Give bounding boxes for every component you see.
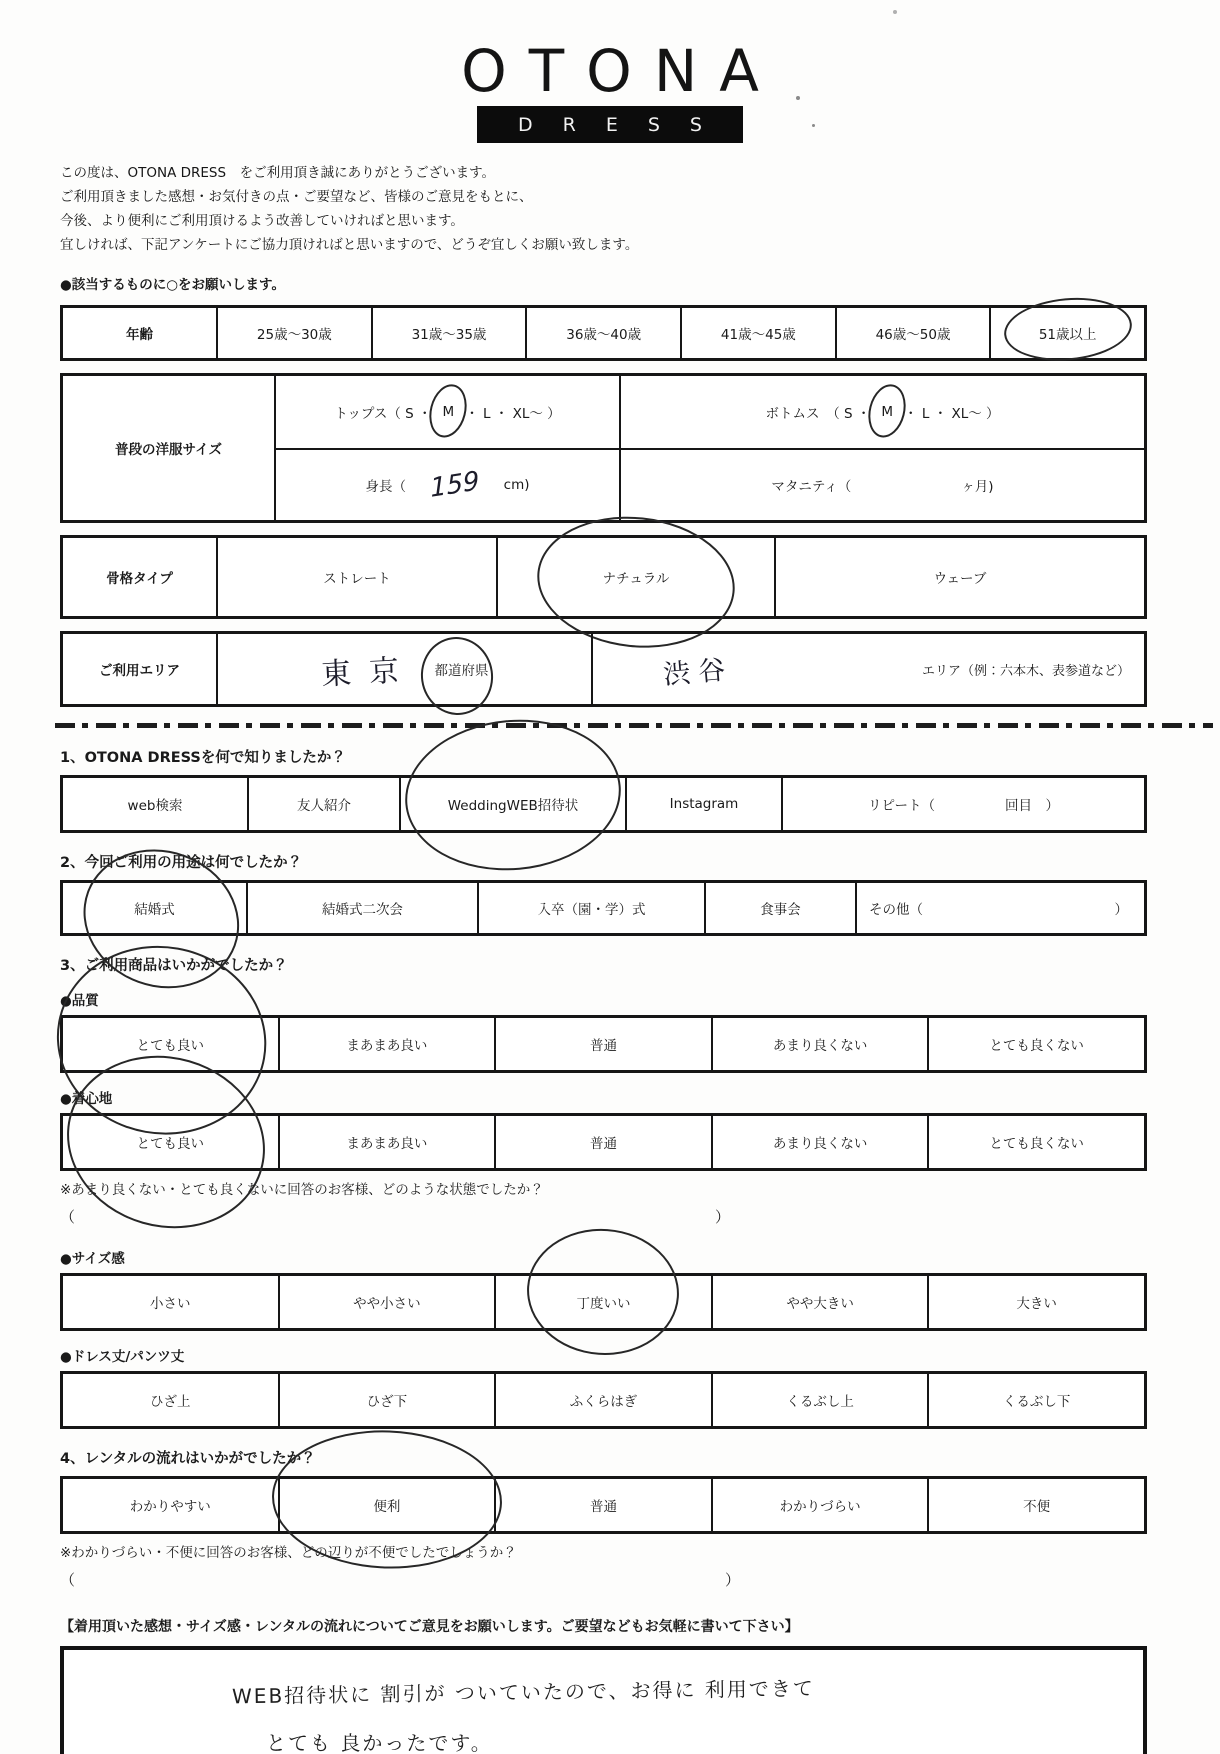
sizefeel-option-label: 丁度いい: [576, 1296, 631, 1312]
quality-table: [60, 1015, 1147, 1073]
sizefeel-option-4: やや大きい: [713, 1276, 930, 1328]
maternity-cell: [621, 450, 1144, 520]
age-option-4: 41歳～45歳: [682, 308, 837, 358]
q4-option-benri-selected: [280, 1479, 497, 1531]
sizefeel-option-1: 小さい: [63, 1276, 280, 1328]
q1-heading: 1、OTONA DRESSを何で知りましたか？: [60, 750, 346, 766]
sizefeel-option-2: やや小さい: [280, 1276, 497, 1328]
quality-option-5: とても良くない: [989, 1038, 1084, 1054]
size-feel-label: ●サイズ感: [60, 1251, 125, 1267]
scan-speck: [812, 124, 815, 127]
bottoms-suffix: ・ L ・ XL～ ）: [904, 406, 1000, 422]
q1-repeat-prefix: リピート（: [868, 798, 935, 814]
q1-option-label: WeddingWEB招待状: [447, 798, 579, 814]
length-option-2: ひざ下: [280, 1374, 497, 1426]
age-option-5: 46歳～50歳: [837, 308, 992, 358]
area-cell: [593, 634, 1144, 704]
usage-area-table: [60, 631, 1147, 707]
q2-option-other: [857, 883, 1144, 933]
logo-dress-bar: [477, 106, 743, 143]
q2-table: [60, 880, 1147, 936]
q2-option-wedding-selected: [63, 883, 248, 933]
comment-box: [60, 1646, 1147, 1754]
comfort-option-4: あまり良くない: [713, 1116, 930, 1168]
q1-option-instagram: Instagram: [627, 778, 783, 830]
length-option-4: くるぶし上: [713, 1374, 930, 1426]
intro-paragraph: [60, 161, 1147, 257]
prefecture-handwritten-value: 東京: [319, 652, 418, 693]
q4-table: [60, 1476, 1147, 1534]
quality-label: ●品質: [60, 993, 99, 1009]
intro-line: この度は、OTONA DRESS をご利用頂き誠にありがとうございます。: [60, 165, 495, 181]
scan-speck: [893, 10, 897, 14]
clothing-size-header: 普段の洋服サイズ: [63, 376, 276, 520]
intro-line: ご利用頂きました感想・お気付きの点・ご要望など、皆様のご意見をもとに、: [60, 189, 533, 205]
age-option-2: 31歳～35歳: [373, 308, 528, 358]
intro-line: 今後、より便利にご利用頂けるよう改善していければと思います。: [60, 213, 464, 229]
area-header: ご利用エリア: [63, 634, 218, 704]
quality-option-2: まあまあ良い: [280, 1018, 497, 1070]
skeleton-option-label: ナチュラル: [602, 571, 670, 587]
age-table: [60, 305, 1147, 361]
length-option-3: ふくらはぎ: [496, 1374, 713, 1426]
q2-other-suffix: ）: [1114, 902, 1128, 918]
maternity-suffix: ヶ月): [961, 479, 994, 495]
comment-handwriting-line: WEB招待状に 割引が ついていたので、お得に 利用できて: [231, 1676, 815, 1709]
age-option-6-selected: [991, 308, 1144, 358]
comment-heading: 【着用頂いた感想・サイズ感・レンタルの流れについてご意見をお願いします。ご要望などもお気軽に書いて下さい】: [60, 1619, 799, 1635]
length-option-5: くるぶし下: [1002, 1394, 1071, 1410]
logo-otona-text: OTONA: [461, 37, 781, 105]
paren-open: （: [60, 1571, 76, 1589]
clothing-size-table: [60, 373, 1147, 523]
paren-close: ）: [725, 1571, 741, 1589]
prefecture-suffix: 都道府県: [434, 663, 489, 679]
q2-option-afterparty: 結婚式二次会: [248, 883, 479, 933]
skeleton-type-table: [60, 535, 1147, 619]
bottoms-size-cell: [621, 376, 1144, 448]
bottoms-prefix: ボトムス （ S ・: [765, 406, 871, 422]
q2-heading: 2、今回ご利用の用途は何でしたか？: [60, 855, 303, 871]
tops-suffix: ・ L ・ XL～ ）: [465, 406, 561, 422]
comfort-option-verygood-selected: [63, 1116, 280, 1168]
height-handwritten-value: 159: [429, 466, 481, 504]
tops-size-cell: [276, 376, 621, 448]
prefecture-cell: [218, 634, 593, 704]
length-option-1: ひざ上: [63, 1374, 280, 1426]
skeleton-option-straight: ストレート: [218, 538, 498, 616]
sizefeel-option-5: 大きい: [1016, 1296, 1057, 1312]
q4-option-label: 便利: [373, 1499, 401, 1515]
intro-line: 宜しければ、下記アンケートにご協力頂ければと思いますので、どうぞ宜しくお願い致します。: [60, 237, 639, 253]
age-option-1: 25歳～30歳: [218, 308, 373, 358]
q1-option-weddingweb-selected: [401, 778, 627, 830]
area-handwritten-value: 渋谷: [662, 653, 735, 691]
q2-option-label: 結婚式: [134, 902, 175, 918]
height-cell: [276, 450, 621, 520]
q1-table: [60, 775, 1147, 833]
logo-dress-text: DRESS: [518, 113, 732, 136]
instruction-text: ●該当するものに○をお願いします。: [60, 277, 285, 293]
comfort-label: ●着心地: [60, 1091, 113, 1107]
comfort-note: ※あまり良くない・とても良くないに回答のお客様、どのような状態でしたか？: [60, 1182, 544, 1198]
skeleton-option-natural-selected: [498, 538, 776, 616]
paren-open: （: [60, 1208, 76, 1226]
brand-logo: [0, 0, 1220, 143]
bottoms-size-m: M: [881, 404, 894, 420]
comment-handwriting-line: とても 良かったです。: [266, 1731, 493, 1754]
q4-note: ※わかりづらい・不便に回答のお客様、どの辺りが不便でしたでしょうか？: [60, 1545, 517, 1561]
skeleton-header: 骨格タイプ: [63, 538, 218, 616]
comfort-option-label: とても良い: [136, 1136, 205, 1152]
age-option-label: 51歳以上: [1038, 327, 1097, 343]
paren-close: ）: [715, 1208, 731, 1226]
area-hint: エリア（例：六本木、表参道など）: [921, 663, 1130, 679]
comfort-option-5: とても良くない: [989, 1136, 1084, 1152]
height-suffix: cm): [503, 477, 530, 493]
q4-option-4: わかりづらい: [713, 1479, 930, 1531]
q4-option-1: わかりやすい: [63, 1479, 280, 1531]
q2-option-ceremony: 入卒（園・学）式: [479, 883, 706, 933]
age-option-3: 36歳～40歳: [527, 308, 682, 358]
quality-option-verygood-selected: [63, 1018, 280, 1070]
dashed-separator: [55, 723, 1213, 728]
height-prefix: 身長（: [365, 479, 406, 495]
skeleton-option-wave: ウェーブ: [933, 571, 987, 587]
q2-other-prefix: その他（: [869, 902, 923, 918]
q4-option-3: 普通: [496, 1479, 713, 1531]
quality-option-3: 普通: [496, 1018, 713, 1070]
size-feel-table: [60, 1273, 1147, 1331]
comfort-answer-parens: [60, 1206, 1147, 1227]
q4-heading: 4、レンタルの流れはいかがでしたか？: [60, 1451, 316, 1467]
scan-speck: [796, 96, 800, 100]
q3-heading: 3、ご利用商品はいかがでしたか？: [60, 958, 288, 974]
comfort-option-3: 普通: [496, 1116, 713, 1168]
tops-prefix: トップス（ S ・: [334, 406, 432, 422]
q2-option-dinner: 食事会: [706, 883, 857, 933]
maternity-prefix: マタニティ（: [771, 479, 852, 495]
sizefeel-option-just-selected: [496, 1276, 713, 1328]
comfort-table: [60, 1113, 1147, 1171]
age-header: 年齢: [63, 308, 218, 358]
length-table: [60, 1371, 1147, 1429]
q1-option-repeat: [783, 778, 1144, 830]
quality-option-label: とても良い: [136, 1038, 205, 1054]
length-label: ●ドレス丈/パンツ丈: [60, 1349, 185, 1365]
comfort-option-2: まあまあ良い: [280, 1116, 497, 1168]
tops-size-m: M: [442, 404, 455, 420]
q1-option-web: web検索: [63, 778, 249, 830]
q1-repeat-suffix: 回目 ）: [1004, 798, 1059, 814]
q4-option-5: 不便: [1023, 1499, 1051, 1515]
q1-option-friend: 友人紹介: [249, 778, 401, 830]
quality-option-4: あまり良くない: [713, 1018, 930, 1070]
q4-answer-parens: [60, 1569, 1147, 1590]
